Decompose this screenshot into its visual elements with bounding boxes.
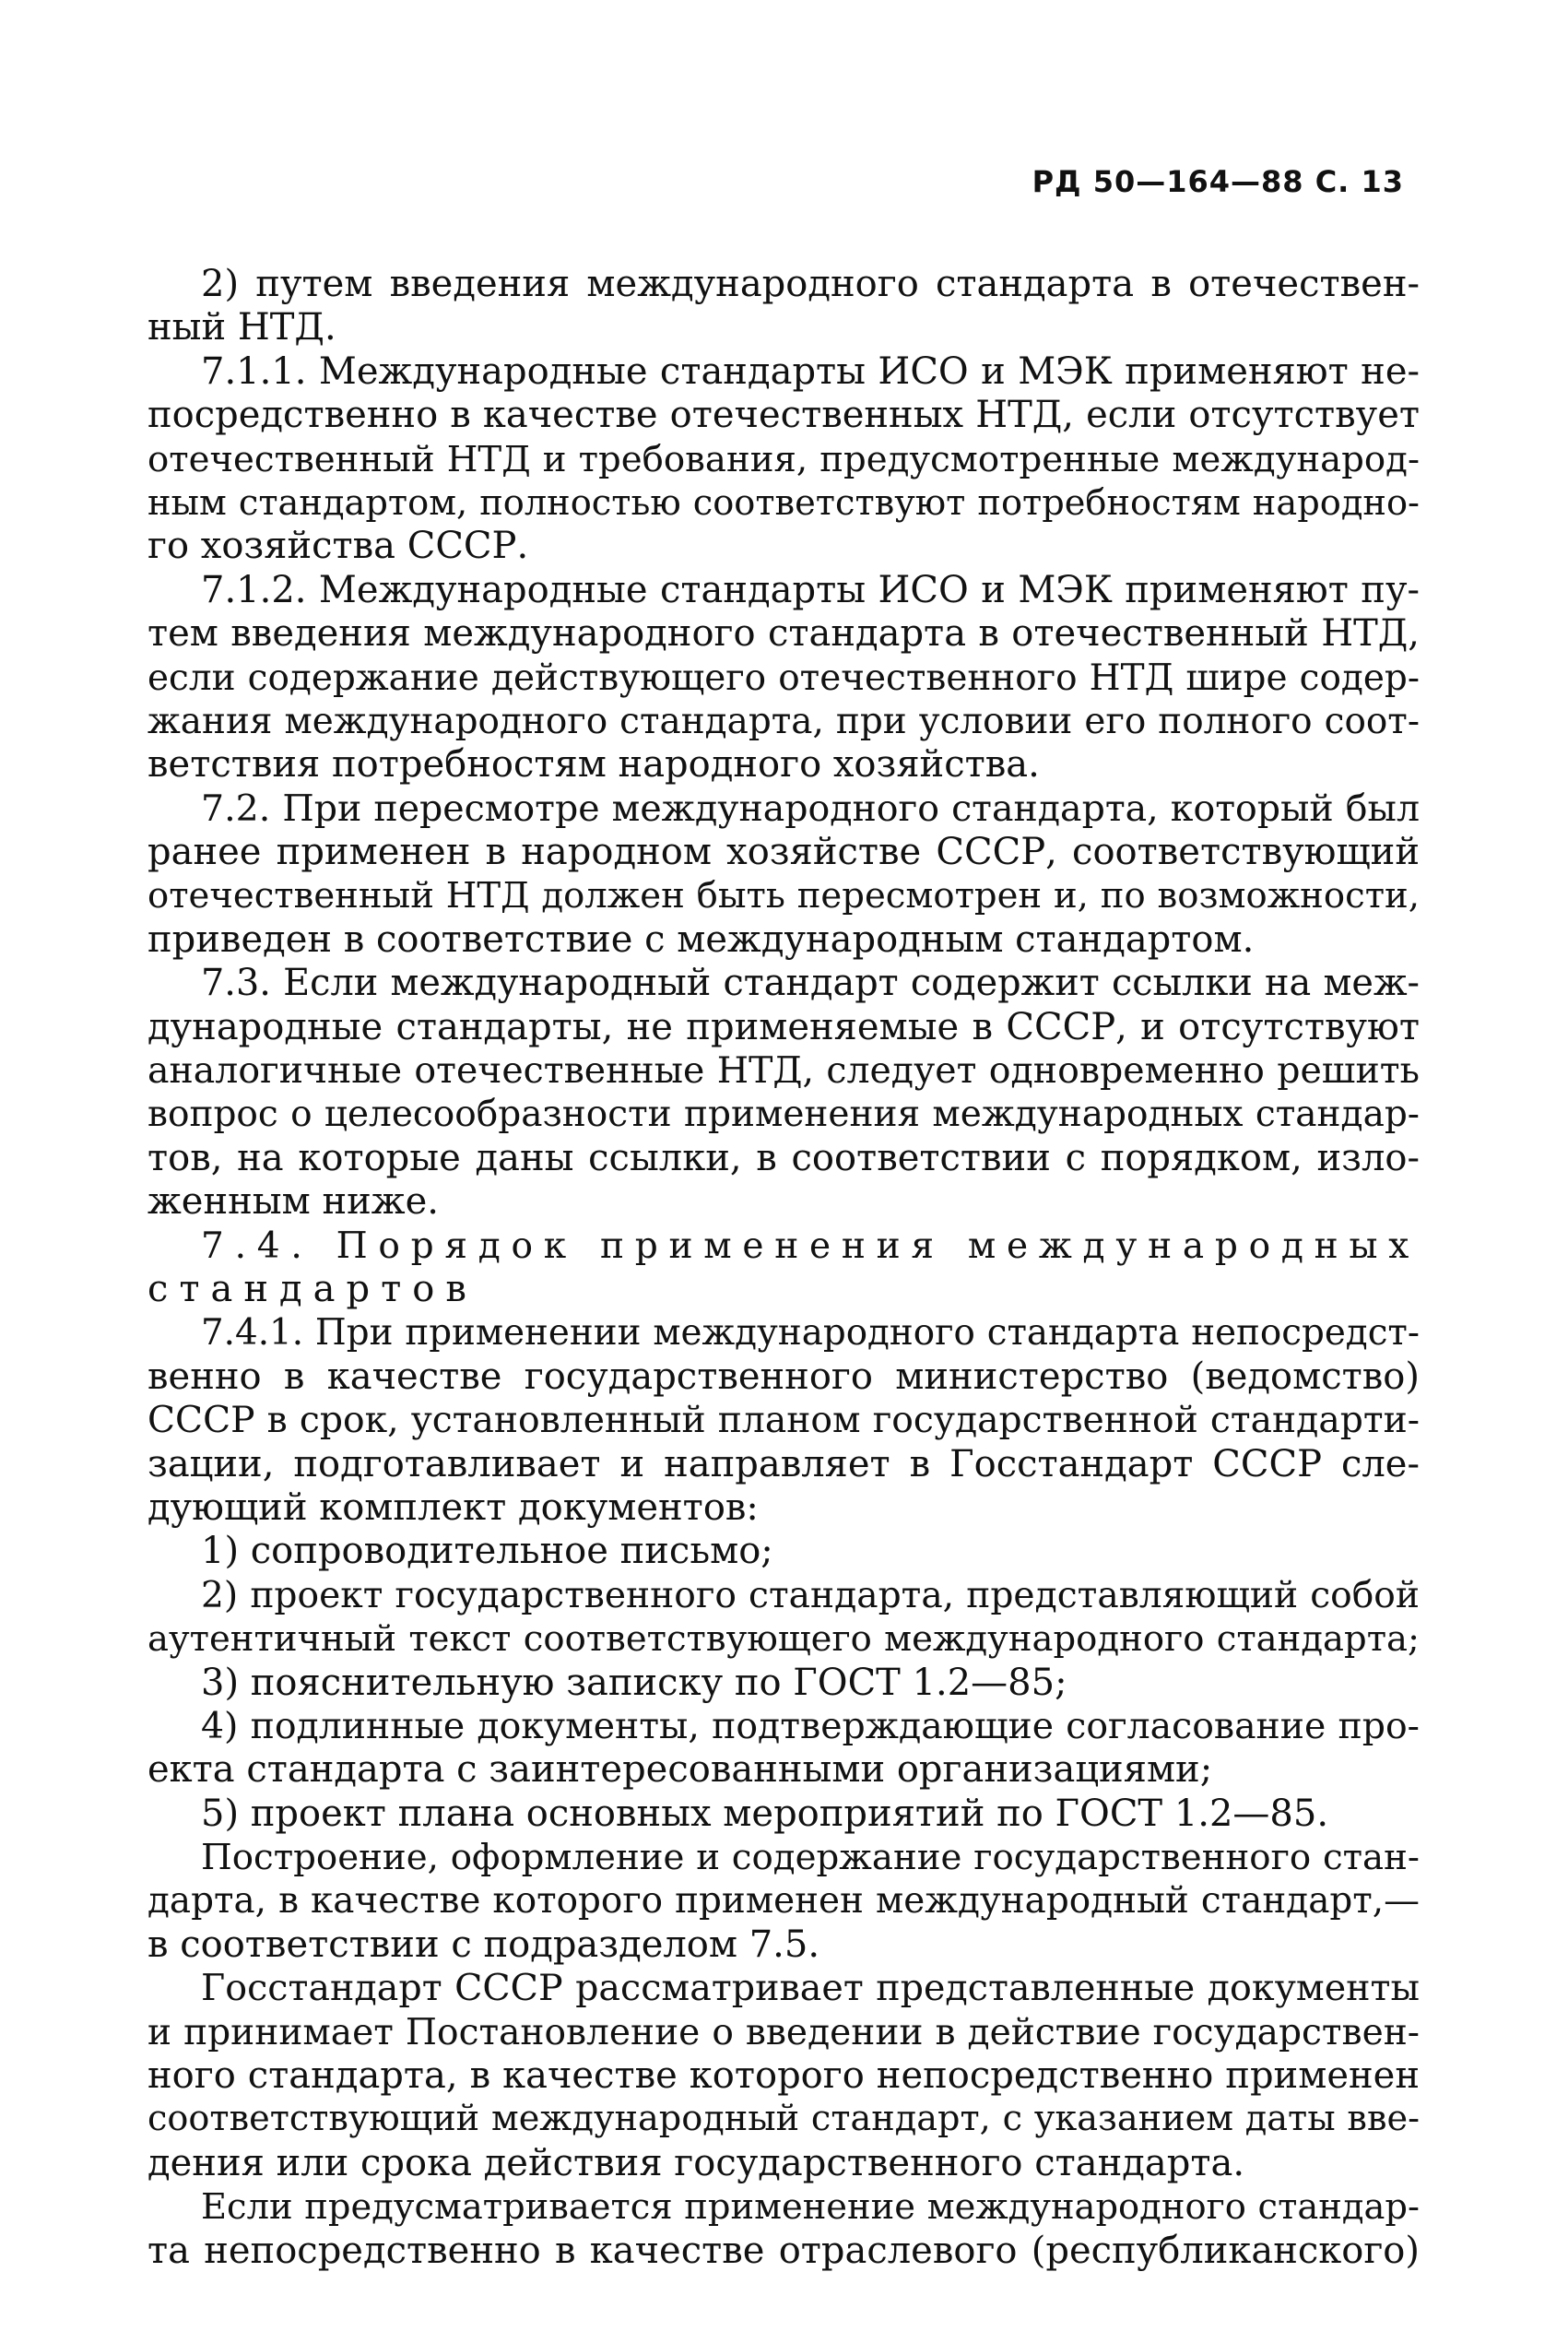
text-line: венно в качестве государственного министерство (ведомство) xyxy=(147,1355,1420,1398)
text-line: дения или срока действия государственного стандарта. xyxy=(147,2141,1245,2184)
text-line: женным ниже. xyxy=(147,1180,439,1224)
text-line: отечественный НТД и требования, предусмотренные международ- xyxy=(147,438,1420,480)
text-line: 7.1.1. Международные стандарты ИСО и МЭК применяют не- xyxy=(201,349,1420,393)
text-line: соответствующий международный стандарт, с указанием даты вве- xyxy=(147,2099,1420,2140)
text-line: та непосредственно в качестве отраслевого (республиканского) xyxy=(147,2229,1420,2272)
document-body xyxy=(147,263,1420,2273)
text-line: аутентичный текст соответствующего международного стандарта; xyxy=(147,1618,1420,1661)
text-line: го хозяйства СССР. xyxy=(147,525,529,568)
text-line: жания международного стандарта, при условии его полного соот- xyxy=(147,700,1420,742)
text-line: тов, на которые даны ссылки, в соответствии с порядком, изло- xyxy=(147,1136,1420,1179)
text-line: и принимает Постановление о введении в действие государствен- xyxy=(147,2011,1420,2053)
text-line: в соответствии с подразделом 7.5. xyxy=(147,1923,820,1966)
text-line: 5) проект плана основных мероприятий по ГОСТ 1.2—85. xyxy=(201,1792,1329,1835)
text-line: Если предусматривается применение международного стандар- xyxy=(201,2186,1420,2229)
text-line: дарта, в качестве которого применен международный стандарт,— xyxy=(147,1880,1420,1923)
text-line: зации, подготавливает и направляет в Госстандарт СССР сле- xyxy=(147,1442,1420,1485)
text-line: Госстандарт СССР рассматривает представленные документы xyxy=(201,1967,1420,2010)
text-line: 7.1.2. Международные стандарты ИСО и МЭК применяют пу- xyxy=(201,568,1420,611)
text-line: 3) пояснительную записку по ГОСТ 1.2—85; xyxy=(201,1661,1067,1704)
page-header: РД 50—164—88 С. 13 xyxy=(1032,164,1404,199)
text-line: стандартов xyxy=(147,1267,477,1310)
text-line: аналогичные отечественные НТД, следует одновременно решить xyxy=(147,1049,1420,1093)
text-line: тем введения международного стандарта в отечественный НТД, xyxy=(147,612,1420,656)
text-line: 2) проект государственного стандарта, представляющий собой xyxy=(201,1574,1420,1616)
text-line: 1) сопроводительное письмо; xyxy=(201,1530,773,1573)
text-line: ный НТД. xyxy=(147,306,336,349)
text-line: СССР в срок, установленный планом государственной стандарти- xyxy=(147,1400,1420,1442)
text-line: посредственно в качестве отечественных НТД, если отсутствует xyxy=(147,394,1420,437)
text-line: Построение, оформление и содержание государственного стан- xyxy=(201,1837,1420,1879)
text-line: екта стандарта с заинтересованными организациями; xyxy=(147,1748,1213,1792)
text-line: 4) подлинные документы, подтверждающие согласование про- xyxy=(201,1704,1420,1747)
text-line: 2) путем введения международного стандарта в отечествен- xyxy=(201,263,1420,305)
text-line: ным стандартом, полностью соответствуют потребностям народно- xyxy=(147,481,1420,524)
text-line: 7.4. Порядок применения международных xyxy=(201,1225,1420,1267)
text-line: ранее применен в народном хозяйстве СССР, соответствующий xyxy=(147,831,1420,874)
text-line: приведен в соответствие с международным стандартом. xyxy=(147,917,1255,961)
text-line: дующий комплект документов: xyxy=(147,1485,759,1529)
text-line: ветствия потребностям народного хозяйства. xyxy=(147,743,1040,787)
text-line: ного стандарта, в качестве которого непосредственно применен xyxy=(147,2054,1420,2098)
text-line: вопрос о целесообразности применения международных стандар- xyxy=(147,1094,1420,1136)
text-line: 7.2. При пересмотре международного стандарта, который был xyxy=(201,787,1420,830)
text-line: 7.4.1. При применении международного стандарта непосредст- xyxy=(201,1312,1420,1355)
text-line: если содержание действующего отечественного НТД шире содер- xyxy=(147,657,1420,699)
text-line: дународные стандарты, не применяемые в СССР, и отсутствуют xyxy=(147,1005,1420,1048)
text-line: отечественный НТД должен быть пересмотрен и, по возможности, xyxy=(147,875,1420,917)
text-line: 7.3. Если международный стандарт содержит ссылки на меж- xyxy=(201,962,1420,1005)
